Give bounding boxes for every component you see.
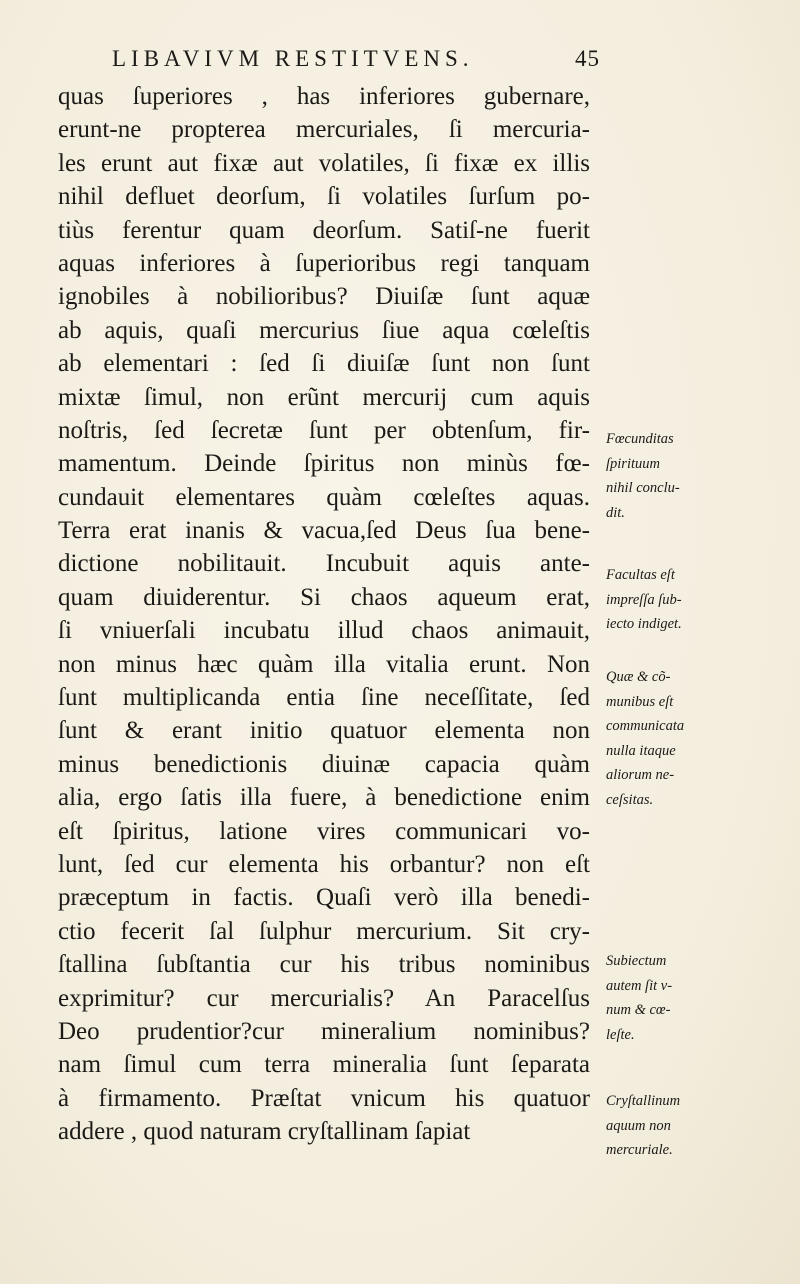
text-line: ſunt multiplicanda entia ſine neceſſitate, ſed bbox=[58, 684, 590, 712]
margin-note bbox=[606, 665, 776, 812]
text-line: dictione nobilitauit. Incubuit aquis ante- bbox=[58, 550, 590, 578]
text-line: ſtallina ſubſtantia cur his tribus nominibus bbox=[58, 951, 590, 979]
text-line: quas ſuperiores , has inferiores gubernare, bbox=[58, 83, 590, 110]
margin-note-line: leſte. bbox=[606, 1026, 635, 1043]
margin-note-line: Quæ & cõ- bbox=[606, 669, 671, 685]
margin-note-line: ceſsitas. bbox=[606, 791, 654, 808]
text-line: ſunt & erant initio quatuor elementa non bbox=[58, 717, 590, 745]
margin-note-line: mercuriale. bbox=[606, 1142, 673, 1158]
text-line: addere , quod naturam cryſtallinam ſapiat bbox=[58, 1118, 471, 1146]
margin-note-line: nulla itaque bbox=[606, 742, 676, 759]
text-line: tiùs ferentur quam deorſum. Satiſ-ne fuerit bbox=[58, 216, 590, 244]
margin-note-line: autem ſit v- bbox=[606, 977, 673, 994]
page-header bbox=[112, 46, 600, 78]
text-line: nam ſimul cum terra mineralia ſunt ſeparata bbox=[58, 1051, 590, 1079]
margin-note-line: ſpirituum bbox=[606, 455, 660, 472]
margin-note-line: Facultas eſt bbox=[606, 567, 675, 583]
text-line: Terra erat inanis & vacua,ſed Deus ſua bene- bbox=[58, 517, 590, 545]
text-line: nihil defluet deorſum, ſi volatiles ſurſum po- bbox=[58, 183, 590, 211]
text-line: noſtris, ſed ſecretæ ſunt per obtenſum, fir- bbox=[58, 416, 590, 444]
text-line: quam diuiderentur. Si chaos aqueum erat, bbox=[58, 583, 590, 611]
margin-note-line: communicata bbox=[606, 718, 685, 734]
margin-note-line: aquum non bbox=[606, 1117, 671, 1134]
margin-note-line: Fœcunditas bbox=[606, 431, 674, 447]
text-line: minus benedictionis diuinæ capacia quàm bbox=[58, 750, 590, 778]
margin-note-line: dit. bbox=[606, 504, 625, 521]
margin-note bbox=[606, 1089, 776, 1163]
margin-note bbox=[606, 427, 776, 525]
text-line: ab aquis, quaſi mercurius ſiue aqua cœleſtis bbox=[58, 316, 590, 344]
text-line: alia, ergo ſatis illa fuere, à benedictione enim bbox=[58, 784, 590, 812]
margin-note-line: Cryſtallinum bbox=[606, 1093, 681, 1109]
text-line: mamentum. Deinde ſpiritus non minùs fœ- bbox=[58, 450, 590, 478]
margin-note-line: nihil conclu- bbox=[606, 480, 680, 496]
text-line: non minus hæc quàm illa vitalia erunt. Non bbox=[58, 650, 590, 678]
body-text bbox=[58, 80, 590, 1149]
text-line: aquas inferiores à ſuperioribus regi tanquam bbox=[58, 249, 590, 277]
margin-note-line: Subiectum bbox=[606, 953, 667, 969]
text-line: Deo prudentior?cur mineralium nominibus? bbox=[58, 1017, 590, 1045]
margin-note-line: munibus eſt bbox=[606, 693, 674, 710]
text-line: les erunt aut fixæ aut volatiles, ſi fixæ ex illis bbox=[58, 149, 590, 177]
text-line: præceptum in factis. Quaſi verò illa benedi- bbox=[58, 884, 590, 912]
text-line: erunt-ne propterea mercuriales, ſi mercuria- bbox=[58, 116, 590, 144]
margin-note-line: iecto indiget. bbox=[606, 616, 682, 632]
text-line: ſi vniuerſali incubatu illud chaos animauit, bbox=[58, 617, 590, 645]
text-line: exprimitur? cur mercurialis? An Paracelſus bbox=[58, 984, 590, 1012]
margin-note-line: impreſſa ſub- bbox=[606, 591, 682, 608]
text-line: eſt ſpiritus, latione vires communicari vo- bbox=[58, 817, 590, 845]
text-line: cundauit elementares quàm cœleſtes aquas. bbox=[58, 483, 590, 511]
text-line: ignobiles à nobilioribus? Diuiſæ ſunt aquæ bbox=[58, 283, 590, 311]
margin-note bbox=[606, 563, 776, 637]
running-title: LIBAVIVM RESTITVENS. bbox=[112, 46, 474, 71]
text-line: ab elementari : ſed ſi diuiſæ ſunt non ſunt bbox=[58, 350, 590, 378]
text-line: lunt, ſed cur elementa his orbantur? non eſt bbox=[58, 850, 590, 878]
page-number: 45 bbox=[575, 46, 600, 71]
text-line: mixtæ ſimul, non erũnt mercurij cum aquis bbox=[58, 383, 590, 411]
margin-note-line: aliorum ne- bbox=[606, 767, 675, 783]
text-line: à firmamento. Præſtat vnicum his quatuor bbox=[58, 1084, 590, 1112]
margin-note-line: num & cœ- bbox=[606, 1002, 671, 1018]
text-line: ctio fecerit ſal ſulphur mercurium. Sit cry- bbox=[58, 917, 590, 945]
margin-note bbox=[606, 949, 776, 1047]
